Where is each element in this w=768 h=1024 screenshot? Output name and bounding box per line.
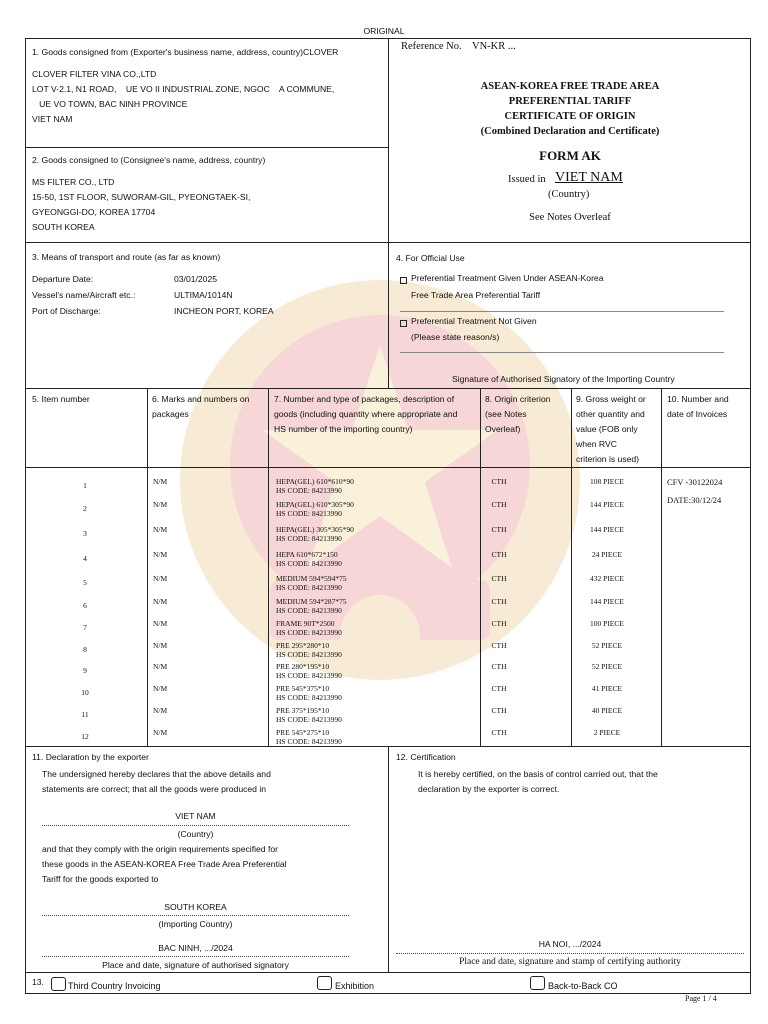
col7-header-line1: 7. Number and type of packages, description of (274, 394, 455, 404)
item-origin-criterion: CTH (491, 684, 507, 693)
copy-type-label: ORIGINAL (363, 26, 405, 36)
item-description: MEDIUM 594*594*75 (276, 574, 347, 583)
preferential-not-given-line1: Preferential Treatment Not Given (411, 316, 537, 326)
invoice-number: CFV -30122024 (667, 477, 723, 487)
col6-header-line2: packages (152, 409, 189, 419)
item-origin-criterion: CTH (491, 728, 507, 737)
item-hs-code: HS CODE: 84213990 (276, 559, 342, 568)
certification-line2: declaration by the exporter is correct. (418, 784, 560, 794)
title-line2: PREFERENTIAL TARIFF (508, 96, 632, 107)
exporter-address-line1: LOT V-2.1, N1 ROAD, UE VO II INDUSTRIAL ZONE, NGOC A COMMUNE, (32, 84, 335, 94)
box3-label: 3. Means of transport and route (as far as known) (32, 252, 221, 262)
item-hs-code: HS CODE: 84213990 (276, 606, 342, 615)
item-quantity: 41 PIECE (591, 684, 623, 693)
item-marks: N/M (153, 525, 168, 534)
item-hs-code: HS CODE: 84213990 (276, 486, 342, 495)
back-to-back-label: Back-to-Back CO (548, 981, 618, 991)
consignee-name: MS FILTER CO., LTD (32, 177, 115, 187)
item-description: PRE 375*195*10 (276, 706, 330, 715)
importing-country-note: (Importing Country) (158, 919, 233, 929)
see-notes-overleaf: See Notes Overleaf (529, 212, 611, 223)
preferential-given-checkbox[interactable] (400, 277, 407, 284)
col8-header-line1: 8. Origin criterion (485, 394, 551, 404)
item-origin-criterion: CTH (491, 525, 507, 534)
item-number: 10 (81, 688, 89, 697)
col9-header-line1: 9. Gross weight or (576, 394, 646, 404)
form-title: FORM AK (539, 148, 601, 163)
exporter-place-date: BAC NINH, .../2024 (158, 943, 233, 953)
departure-label: Departure Date: (32, 274, 94, 284)
item-quantity: 24 PIECE (591, 550, 623, 559)
item-number: 6 (83, 601, 87, 610)
exporter-address-line2: UE VO TOWN, BAC NINH PROVINCE (32, 99, 188, 109)
preferential-given-line1: Preferential Treatment Given Under ASEAN-Korea (411, 273, 604, 283)
item-description: FRAME 90T*2500 (276, 619, 335, 628)
item-description: PRE 545*275*10 (276, 728, 330, 737)
item-quantity: 52 PIECE (591, 641, 623, 650)
consignee-address-line2: GYEONGGI-DO, KOREA 17704 (32, 207, 156, 217)
item-hs-code: HS CODE: 84213990 (276, 534, 342, 543)
item-quantity: 144 PIECE (590, 597, 624, 606)
exporter-name: CLOVER FILTER VINA CO.,LTD (32, 69, 157, 79)
item-origin-criterion: CTH (491, 477, 507, 486)
col9-header-line4: when RVC (576, 439, 617, 449)
issued-country: VIET NAM (555, 170, 623, 185)
item-number: 9 (83, 666, 87, 675)
title-line4: (Combined Declaration and Certificate) (480, 126, 660, 137)
item-marks: N/M (153, 706, 168, 715)
port-of-discharge: INCHEON PORT, KOREA (174, 306, 274, 316)
item-number: 2 (83, 504, 87, 513)
item-marks: N/M (153, 684, 168, 693)
col8-header-line2: (see Notes (485, 409, 527, 419)
port-label: Port of Discharge: (32, 306, 101, 316)
col8-header-line3: Overleaf) (485, 424, 521, 434)
item-number: 5 (83, 578, 87, 587)
col7-header-line2: goods (including quantity where appropriate and (274, 409, 458, 419)
declaration-line3: and that they comply with the origin requirements specified for (42, 844, 278, 854)
item-hs-code: HS CODE: 84213990 (276, 715, 342, 724)
item-number: 1 (83, 481, 87, 490)
item-quantity: 2 PIECE (593, 728, 621, 737)
back-to-back-checkbox[interactable] (530, 976, 545, 990)
col5-header: 5. Item number (32, 394, 90, 404)
invoice-date: DATE:30/12/24 (667, 495, 722, 505)
col9-header-line2: other quantity and (576, 409, 645, 419)
importing-signatory-label: Signature of Authorised Signatory of the Importing Country (452, 374, 675, 384)
exporter-signature-label: Place and date, signature of authorised signatory (102, 960, 289, 970)
col10-header-line1: 10. Number and (667, 394, 729, 404)
exhibition-label: Exhibition (335, 981, 375, 991)
item-hs-code: HS CODE: 84213990 (276, 693, 342, 702)
item-origin-criterion: CTH (491, 706, 507, 715)
item-marks: N/M (153, 574, 168, 583)
box4-label: 4. For Official Use (396, 253, 465, 263)
item-quantity: 432 PIECE (590, 574, 624, 583)
issued-country-note: (Country) (548, 189, 590, 200)
item-origin-criterion: CTH (491, 597, 507, 606)
importing-country: SOUTH KOREA (164, 902, 227, 912)
item-number: 4 (83, 554, 87, 563)
departure-date: 03/01/2025 (174, 274, 218, 284)
item-marks: N/M (153, 550, 168, 559)
box2-label: 2. Goods consigned to (Consignee's name, address, country) (32, 155, 266, 165)
item-hs-code: HS CODE: 84213990 (276, 737, 342, 746)
item-marks: N/M (153, 728, 168, 737)
consignee-country: SOUTH KOREA (32, 222, 95, 232)
item-marks: N/M (153, 500, 168, 509)
title-line3: CERTIFICATE OF ORIGIN (504, 111, 636, 122)
certifier-place-date: HA NOI, .../2024 (538, 939, 602, 949)
item-origin-criterion: CTH (491, 574, 507, 583)
item-quantity: 108 PIECE (590, 477, 624, 486)
item-marks: N/M (153, 597, 168, 606)
item-hs-code: HS CODE: 84213990 (276, 628, 342, 637)
third-country-invoicing-label: Third Country Invoicing (68, 981, 161, 991)
third-country-invoicing-checkbox[interactable] (51, 977, 66, 991)
box13-label: 13. (32, 977, 44, 987)
item-number: 11 (81, 710, 89, 719)
item-marks: N/M (153, 641, 168, 650)
box12-label: 12. Certification (396, 752, 456, 762)
reference-number: VN-KR ... (472, 41, 516, 52)
preferential-not-given-line2: (Please state reason/s) (411, 332, 500, 342)
declaration-line1: The undersigned hereby declares that the above details and (42, 769, 271, 779)
country-note: (Country) (177, 829, 214, 839)
box11-label: 11. Declaration by the exporter (32, 752, 149, 762)
item-number: 12 (81, 732, 89, 741)
item-origin-criterion: CTH (491, 550, 507, 559)
title-line1: ASEAN-KOREA FREE TRADE AREA (480, 81, 660, 92)
item-description: MEDIUM 594*287*75 (276, 597, 347, 606)
declaration-line5: Tariff for the goods exported to (42, 874, 159, 884)
preferential-not-given-checkbox[interactable] (400, 320, 407, 327)
item-hs-code: HS CODE: 84213990 (276, 509, 342, 518)
issued-in-label: Issued in (508, 174, 546, 185)
item-origin-criterion: CTH (491, 619, 507, 628)
item-marks: N/M (153, 619, 168, 628)
item-quantity: 40 PIECE (591, 706, 623, 715)
consignee-address-line1: 15-50, 1ST FLOOR, SUWORAM-GIL, PYEONGTAEK-SI, (32, 192, 251, 202)
item-description: HEPA(GEL) 610*610*90 (276, 477, 354, 486)
item-hs-code: HS CODE: 84213990 (276, 583, 342, 592)
item-quantity: 144 PIECE (590, 500, 624, 509)
item-marks: N/M (153, 662, 168, 671)
item-number: 7 (83, 623, 87, 632)
item-origin-criterion: CTH (491, 662, 507, 671)
item-description: PRE 545*375*10 (276, 684, 330, 693)
produced-in-country: VIET NAM (175, 811, 216, 821)
declaration-line2: statements are correct; that all the goods were produced in (42, 784, 267, 794)
reference-label: Reference No. (401, 41, 462, 52)
item-description: HEPA(GEL) 610*305*90 (276, 500, 354, 509)
item-quantity: 52 PIECE (591, 662, 623, 671)
col6-header-line1: 6. Marks and numbers on (152, 394, 250, 404)
certification-line1: It is hereby certified, on the basis of control carried out, that the (418, 769, 658, 779)
item-description: HEPA 610*672*150 (276, 550, 338, 559)
item-description: PRE 280*195*10 (276, 662, 330, 671)
preferential-given-line2: Free Trade Area Preferential Tariff (411, 290, 541, 300)
exporter-country: VIET NAM (32, 114, 73, 124)
certifier-signature-label: Place and date, signature and stamp of certifying authority (459, 957, 681, 967)
col9-header-line3: value (FOB only (576, 424, 638, 434)
vessel-label: Vessel's name/Aircraft etc.: (32, 290, 136, 300)
item-quantity: 100 PIECE (590, 619, 624, 628)
item-origin-criterion: CTH (491, 641, 507, 650)
item-description: HEPA(GEL) 305*305*90 (276, 525, 354, 534)
item-number: 3 (83, 529, 87, 538)
box1-label: 1. Goods consigned from (Exporter's business name, address, country)CLOVER (32, 47, 339, 57)
item-marks: N/M (153, 477, 168, 486)
vessel-name: ULTIMA/1014N (174, 290, 233, 300)
item-description: PRE 295*280*10 (276, 641, 330, 650)
item-quantity: 144 PIECE (590, 525, 624, 534)
col7-header-line3: HS number of the importing country) (274, 424, 413, 434)
item-origin-criterion: CTH (491, 500, 507, 509)
item-hs-code: HS CODE: 84213990 (276, 671, 342, 680)
item-number: 8 (83, 645, 87, 654)
page-number: Page 1 / 4 (685, 994, 717, 1003)
item-hs-code: HS CODE: 84213990 (276, 650, 342, 659)
declaration-line4: these goods in the ASEAN-KOREA Free Trade Area Preferential (42, 859, 287, 869)
exhibition-checkbox[interactable] (317, 976, 332, 990)
col10-header-line2: date of Invoices (667, 409, 728, 419)
col9-header-line5: criterion is used) (576, 454, 640, 464)
